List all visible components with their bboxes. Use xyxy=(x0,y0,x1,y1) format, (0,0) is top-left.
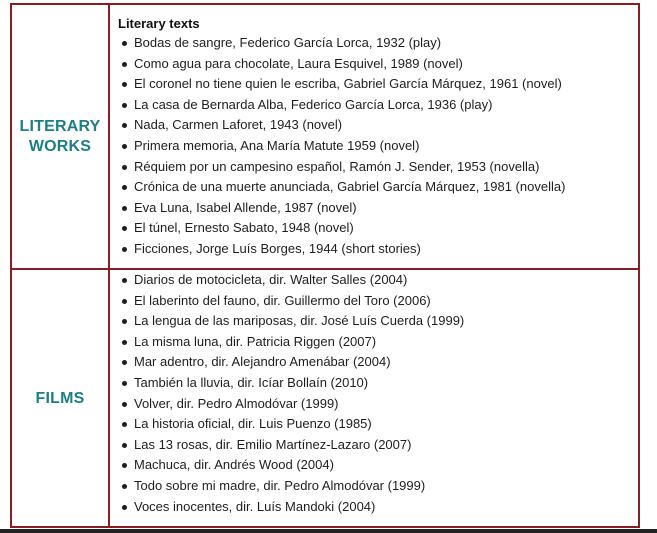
film-item: Voces inocentes, dir. Luís Mandoki (2004) xyxy=(118,497,638,518)
film-item: El laberinto del fauno, dir. Guillermo del Toro (2006) xyxy=(118,291,638,312)
films-label-cell xyxy=(12,270,110,528)
film-item: Todo sobre mi madre, dir. Pedro Almodóvar (1999) xyxy=(118,476,638,497)
reading-viewing-table xyxy=(10,3,640,528)
film-item: También la lluvia, dir. Icíar Bollaín (2010) xyxy=(118,373,638,394)
literary-works-content xyxy=(110,5,638,268)
literary-texts-heading: Literary texts xyxy=(118,16,200,31)
literary-work-item: El túnel, Ernesto Sabato, 1948 (novel) xyxy=(118,218,638,239)
bottom-divider xyxy=(0,529,657,533)
film-item: La historia oficial, dir. Luis Puenzo (1985) xyxy=(118,414,638,435)
film-item: La lengua de las mariposas, dir. José Luís Cuerda (1999) xyxy=(118,311,638,332)
film-item: La misma luna, dir. Patricia Riggen (2007) xyxy=(118,332,638,353)
literary-work-item: El coronel no tiene quien le escriba, Gabriel García Márquez, 1961 (novel) xyxy=(118,74,638,95)
film-item: Diarios de motocicleta, dir. Walter Salles (2004) xyxy=(118,270,638,291)
films-content xyxy=(110,270,638,528)
literary-work-item: La casa de Bernarda Alba, Federico García Lorca, 1936 (play) xyxy=(118,95,638,116)
literary-work-item: Réquiem por un campesino español, Ramón J. Sender, 1953 (novella) xyxy=(118,157,638,178)
literary-work-item: Primera memoria, Ana María Matute 1959 (novel) xyxy=(118,136,638,157)
literary-work-item: Crónica de una muerte anunciada, Gabriel García Márquez, 1981 (novella) xyxy=(118,177,638,198)
film-item: Las 13 rosas, dir. Emilio Martínez-Lazaro (2007) xyxy=(118,435,638,456)
films-list xyxy=(118,270,638,517)
literary-work-item: Nada, Carmen Laforet, 1943 (novel) xyxy=(118,115,638,136)
films-row xyxy=(12,268,638,528)
literary-works-label-cell xyxy=(12,5,110,268)
films-label: FILMS xyxy=(35,390,85,407)
film-item: Volver, dir. Pedro Almodóvar (1999) xyxy=(118,394,638,415)
film-item: Mar adentro, dir. Alejandro Amenábar (2004) xyxy=(118,352,638,373)
literary-texts-list xyxy=(118,33,638,260)
literary-works-row xyxy=(12,5,638,268)
literary-work-item: Eva Luna, Isabel Allende, 1987 (novel) xyxy=(118,198,638,219)
literary-work-item: Bodas de sangre, Federico García Lorca, 1932 (play) xyxy=(118,33,638,54)
literary-work-item: Como agua para chocolate, Laura Esquivel, 1989 (novel) xyxy=(118,54,638,75)
literary-works-label: LITERARY WORKS xyxy=(19,117,101,155)
film-item: Machuca, dir. Andrés Wood (2004) xyxy=(118,455,638,476)
literary-work-item: Ficciones, Jorge Luís Borges, 1944 (short stories) xyxy=(118,239,638,260)
